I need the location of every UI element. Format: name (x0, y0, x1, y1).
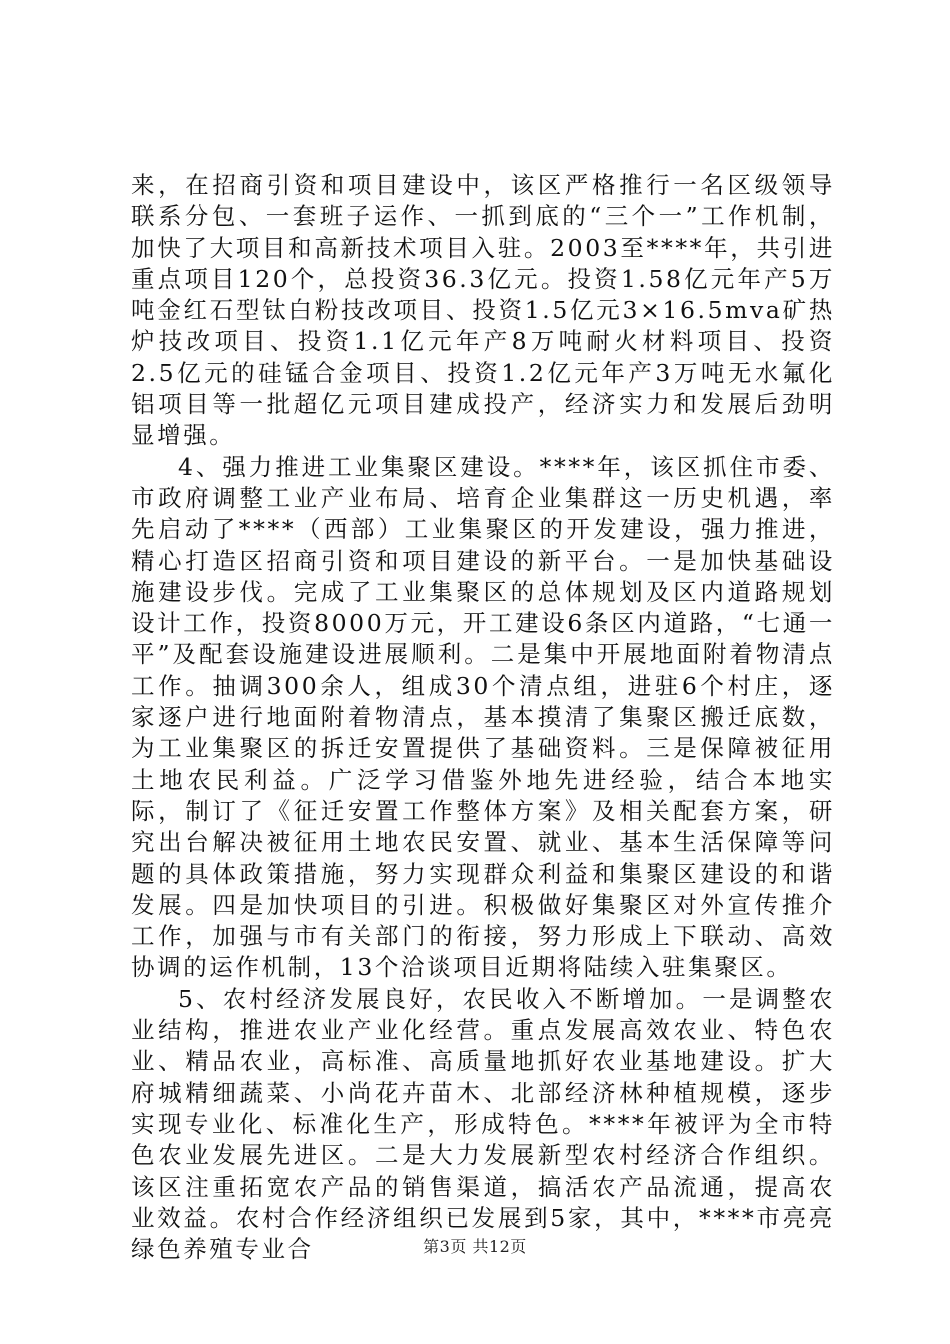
paragraph-industrial-cluster: 4、强力推进工业集聚区建设。****年，该区抓住市委、市政府调整工业产业布局、培育企业集群这一历史机遇，率先启动了****（西部）工业集聚区的开发建设，强力推进，精心打造区招商引资和项目建设的新平台。一是加快基础设施建设步伐。完成了工业集聚区的总体规划及区内道路规划设计工作，投资8000万元，开工建设6条区内道路，“七通一平”及配套设施建设进展顺利。二是集中开展地面附着物清点工作。抽调300余人，组成30个清点组，进驻6个村庄，逐家逐户进行地面附着物清点，基本摸清了集聚区搬迁底数，为工业集聚区的拆迁安置提供了基础资料。三是保障被征用土地农民利益。广泛学习借鉴外地先进经验，结合本地实际，制订了《征迁安置工作整体方案》及相关配套方案，研究出台解决被征用土地农民安置、就业、基本生活保障等问题的具体政策措施，努力实现群众利益和集聚区建设的和谐发展。四是加快项目的引进。积极做好集聚区对外宣传推介工作，加强与市有关部门的衔接，努力形成上下联动、高效协调的运作机制，13个洽谈项目近期将陆续入驻集聚区。 (131, 452, 835, 982)
paragraph-investment-projects: 来，在招商引资和项目建设中，该区严格推行一名区级领导联系分包、一套班子运作、一抓到底的“三个一”工作机制，加快了大项目和高新技术项目入驻。2003至****年，共引进重点项目120个，总投资36.3亿元。投资1.58亿元年产5万吨金红石型钛白粉技改项目、投资1.5亿元3×16.5mva矿热炉技改项目、投资1.1亿元年产8万吨耐火材料项目、投资2.5亿元的硅锰合金项目、投资1.2亿元年产3万吨无水氟化铝项目等一批超亿元项目建成投产，经济实力和发展后劲明显增强。 (131, 171, 835, 450)
paragraph-rural-economy: 5、农村经济发展良好，农民收入不断增加。一是调整农业结构，推进农业产业化经营。重点发展高效农业、特色农业、精品农业，高标准、高质量地抓好农业基地建设。扩大府城精细蔬菜、小尚花卉苗木、北部经济林种植规模，逐步实现专业化、标准化生产，形成特色。****年被评为全市特色农业发展先进区。二是大力发展新型农村经济合作组织。该区注重拓宽农产品的销售渠道，搞活农产品流通，提高农业效益。农村合作经济组织已发展到5家，其中，****市亮亮绿色养殖专业合 (131, 984, 835, 1264)
document-body (131, 170, 835, 1265)
page-number-footer: 第3页 共12页 (423, 1237, 527, 1256)
